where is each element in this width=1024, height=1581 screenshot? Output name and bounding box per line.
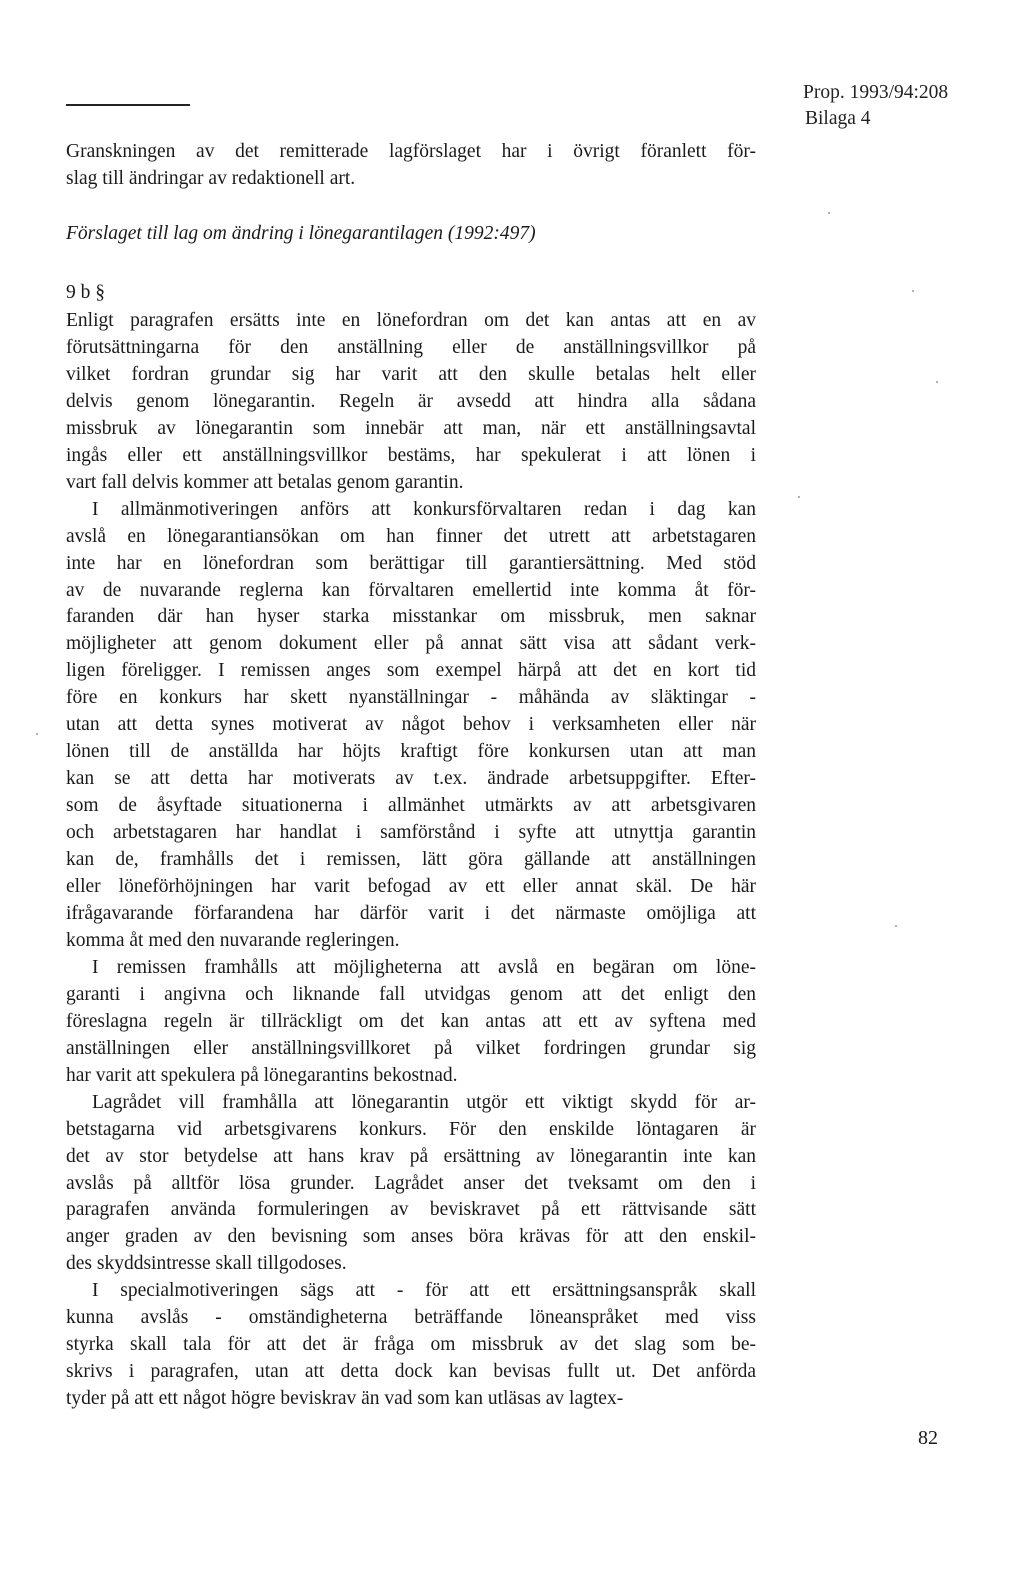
text-line: vart fall delvis kommer att betalas genom garantin. [66,471,464,493]
document-header [803,80,948,132]
text-line: faranden där han hyser starka misstankar om missbruk, men saknar [66,606,756,628]
text-line: anställningen eller anställningsvillkoret på vilket fordringen grundar sig [66,1037,756,1059]
text-line: des skyddsintresse skall tillgodoses. [66,1253,347,1275]
text-line: komma åt med den nuvarande regleringen. [66,929,400,951]
text-line: förutsättningarna för den anställning eller de anställningsvillkor på [66,336,756,358]
text-line: ingås eller ett anställningsvillkor bestäms, har spekulerat i att lönen i [66,444,756,466]
text-line: ligen föreligger. I remissen anges som exempel härpå att det en kort tid [66,660,756,682]
text-line: styrka skall tala för att det är fråga om missbruk av det slag som be- [66,1334,756,1356]
text-line: före en konkurs har skett nyanställningar - måhända av släktingar - [66,687,756,709]
scan-speck [798,496,800,498]
text-line: tyder på att ett något högre beviskrav än vad som kan utläsas av lagtex- [66,1388,624,1410]
scan-speck [936,381,938,383]
text-line: och arbetstagaren har handlat i samförstånd i syfte att utnyttja garantin [66,822,756,844]
body-text [66,308,756,1413]
text-line: delvis genom lönegarantin. Regeln är avsedd att hindra alla sådana [66,390,756,412]
text-line: missbruk av lönegarantin som innebär att man, när ett anställningsavtal [66,417,756,439]
scan-speck [36,733,38,735]
text-line: Enligt paragrafen ersätts inte en lönefordran om det kan antas att en av [66,310,756,331]
text-line: vilket fordran grundar sig har varit att den skulle betalas helt eller [66,363,756,385]
text-line: I remissen framhålls att möjligheterna att avslå en begäran om löne- [92,956,756,978]
paragraph-mark: 9 b § [66,282,105,303]
scan-speck [828,212,830,214]
text-line: betstagarna vid arbetsgivarens konkurs. För den enskilde löntagaren är [66,1118,756,1140]
page-number: 82 [918,1427,938,1449]
body-paragraph [66,955,756,1090]
text-line: eller löneförhöjningen har varit befogad av ett eller annat skäl. De här [66,876,756,898]
intro-paragraph [66,138,756,192]
text-line: ifrågavarande förfarandena har därför varit i det närmaste omöjliga att [66,902,756,924]
text-line: lönen till de anställda har höjts kraftigt före konkursen utan att man [66,741,756,763]
body-paragraph [66,497,756,955]
proposition-reference: Prop. 1993/94:208 [803,82,949,103]
text-line: garanti i angivna och liknande fall utvidgas genom att det enligt den [66,983,756,1005]
top-rule [66,104,190,106]
text-line: kunna avslås - omständigheterna beträffande löneanspråket med viss [66,1307,756,1329]
body-paragraph [66,1090,756,1279]
intro-line: slag till ändringar av redaktionell art. [66,168,356,189]
text-line: kan de, framhålls det i remissen, lätt göra gällande att anställningen [66,849,756,871]
text-line: utan att detta synes motiverat av något behov i verksamheten eller när [66,714,756,736]
text-line: anger graden av den bevisning som anses böra krävas för att den enskil- [66,1226,756,1248]
body-paragraph [66,308,756,497]
text-line: det av stor betydelse att hans krav på ersättning av lönegarantin inte kan [66,1145,756,1167]
intro-line: Granskningen av det remitterade lagförslaget har i övrigt föranlett för- [66,141,756,162]
text-line: avslås på alltför lösa grunder. Lagrådet anser det tveksamt om den i [66,1172,756,1194]
appendix-label: Bilaga 4 [805,108,871,129]
text-line: kan se att detta har motiverats av t.ex. ändrade arbetsuppgifter. Efter- [66,768,756,790]
text-line: av de nuvarande reglerna kan förvaltaren emellertid inte komma åt för- [66,579,756,601]
text-line: I allmänmotiveringen anförs att konkursförvaltaren redan i dag kan [92,498,756,520]
scan-speck [895,925,897,927]
text-line: inte har en lönefordran som berättigar till garantiersättning. Med stöd [66,552,756,574]
text-line: har varit att spekulera på lönegarantins bekostnad. [66,1064,458,1086]
body-paragraph [66,1278,756,1413]
section-heading: Förslaget till lag om ändring i lönegarantilagen (1992:497) [66,223,536,244]
text-line: paragrafen använda formuleringen av beviskravet på ett rättvisande sätt [66,1199,756,1221]
text-line: avslå en lönegarantiansökan om han finner det utrett att arbetstagaren [66,525,756,547]
text-line: föreslagna regeln är tillräckligt om det kan antas att ett av syftena med [66,1010,756,1032]
text-line: I specialmotiveringen sägs att - för att ett ersättningsanspråk skall [92,1280,756,1302]
text-line: som de åsyftade situationerna i allmänhet utmärkts av att arbetsgivaren [66,795,756,817]
text-line: Lagrådet vill framhålla att lönegarantin utgör ett viktigt skydd för ar- [92,1091,756,1113]
text-line: skrivs i paragrafen, utan att detta dock kan bevisas fullt ut. Det anförda [66,1361,756,1383]
scan-speck [912,290,914,292]
text-line: möjligheter att genom dokument eller på annat sätt visa att sådant verk- [66,633,756,655]
